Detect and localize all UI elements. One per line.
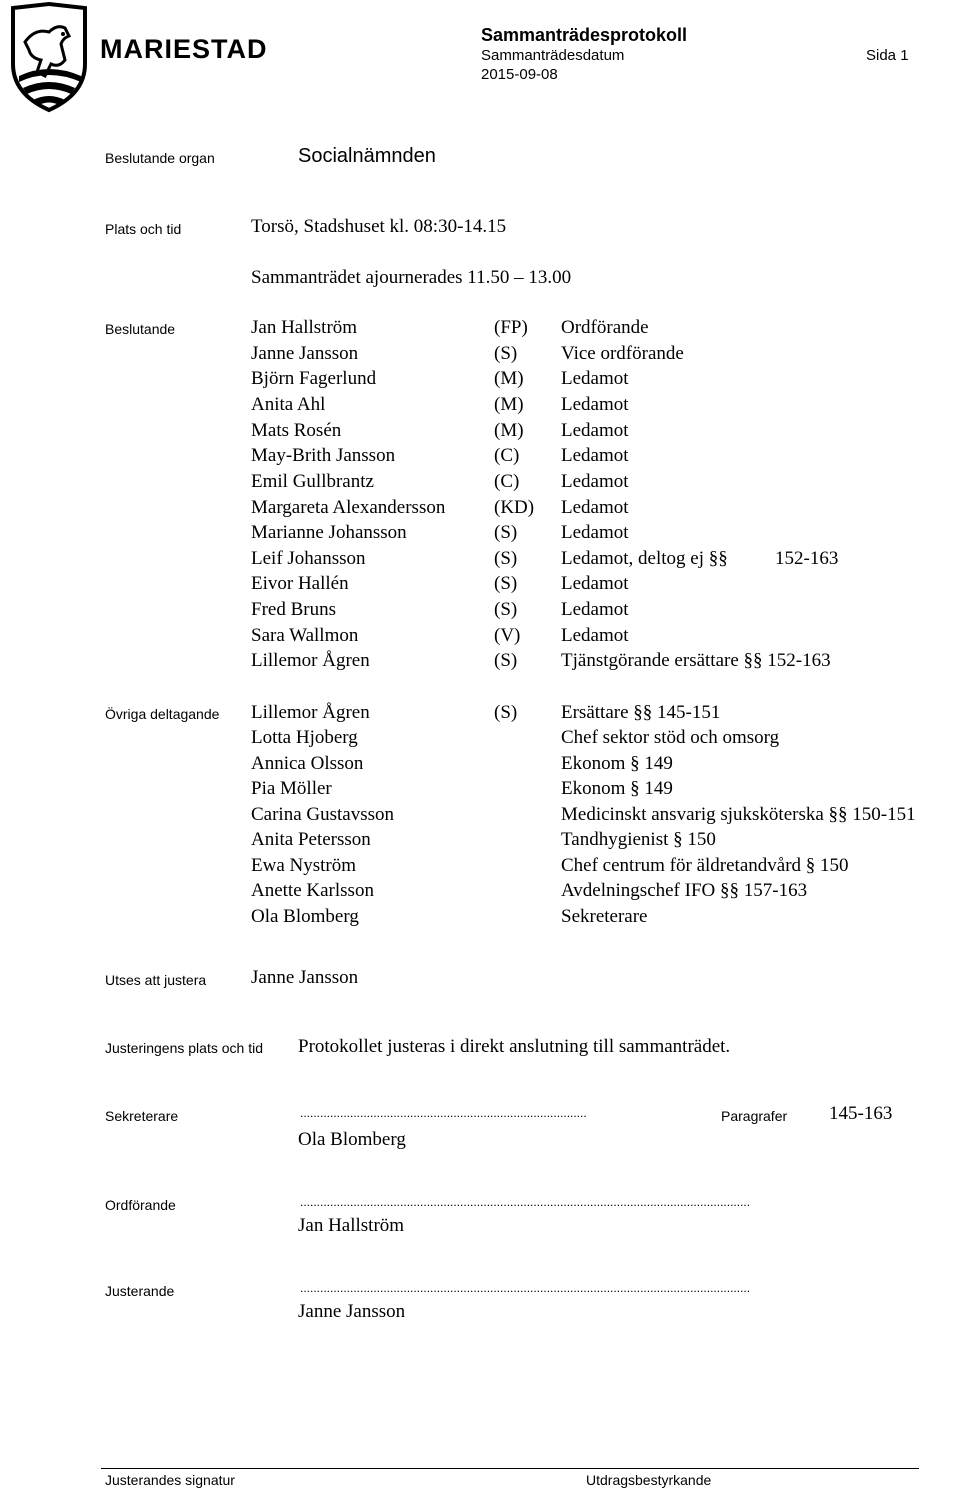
member-role: Ordförande <box>561 317 649 338</box>
member-party: (S) <box>494 343 518 364</box>
member-party: (M) <box>494 368 524 389</box>
member-row <box>0 625 960 650</box>
page-number: Sida 1 <box>866 47 909 64</box>
member-party: (S) <box>494 599 518 620</box>
member-name: Fred Bruns <box>251 599 336 620</box>
participant-role: Chef centrum för äldretandvård § 150 <box>561 855 849 876</box>
member-name: Eivor Hallén <box>251 573 349 594</box>
participant-row <box>0 702 960 727</box>
member-name: Margareta Alexandersson <box>251 497 446 518</box>
place-value: Torsö, Stadshuset kl. 08:30-14.15 <box>251 216 507 237</box>
member-name: Janne Jansson <box>251 343 359 364</box>
member-name: Björn Fagerlund <box>251 368 377 389</box>
member-role: Ledamot <box>561 599 629 620</box>
participant-party: (S) <box>494 702 518 723</box>
adjuster-label: Utses att justera <box>105 972 207 988</box>
member-party: (S) <box>494 548 518 569</box>
other-participants-label: Övriga deltagande <box>105 706 220 722</box>
participant-row <box>0 778 960 803</box>
chair-label: Ordförande <box>105 1197 176 1213</box>
member-party: (V) <box>494 625 521 646</box>
member-row <box>0 548 960 573</box>
place-label: Plats och tid <box>105 221 182 237</box>
footer-certification: Utdragsbestyrkande <box>586 1472 712 1488</box>
mariestad-crest-logo <box>5 2 93 119</box>
member-name: May-Brith Jansson <box>251 445 396 466</box>
secretary-label: Sekreterare <box>105 1108 179 1124</box>
chair-name: Jan Hallström <box>298 1215 405 1236</box>
participant-role: Medicinskt ansvarig sjuksköterska §§ 150-151 <box>561 804 916 825</box>
participant-role: Ekonom § 149 <box>561 778 673 799</box>
secretary-signature-line: ...................................................................................... <box>300 1106 587 1120</box>
member-party: (KD) <box>494 497 535 518</box>
adjust-place-value: Protokollet justeras i direkt anslutning till sammanträdet. <box>298 1036 731 1057</box>
paragraphs-value: 145-163 <box>829 1103 893 1124</box>
member-role: Ledamot <box>561 420 629 441</box>
member-row <box>0 471 960 496</box>
participant-row <box>0 880 960 905</box>
participant-row <box>0 906 960 931</box>
adjuster-signature-label: Justerande <box>105 1283 175 1299</box>
participant-role: Ekonom § 149 <box>561 753 673 774</box>
member-role: Ledamot <box>561 471 629 492</box>
member-party: (C) <box>494 471 520 492</box>
member-name: Lillemor Ågren <box>251 650 370 671</box>
member-name: Leif Johansson <box>251 548 366 569</box>
participant-name: Annica Olsson <box>251 753 364 774</box>
member-role: Tjänstgörande ersättare §§ 152-163 <box>561 650 831 671</box>
member-name: Mats Rosén <box>251 420 342 441</box>
member-role: Ledamot <box>561 625 629 646</box>
chair-signature-line: ....................................................................................................................................... <box>300 1195 751 1209</box>
member-row <box>0 343 960 368</box>
member-party: (C) <box>494 445 520 466</box>
adjournment-note: Sammanträdet ajournerades 11.50 – 13.00 <box>251 267 572 288</box>
participant-row <box>0 855 960 880</box>
meeting-date: 2015-09-08 <box>481 66 558 83</box>
adjuster-signature-line: ....................................................................................................................................... <box>300 1281 751 1295</box>
member-row <box>0 522 960 547</box>
member-row <box>0 650 960 675</box>
member-party: (M) <box>494 394 524 415</box>
member-name: Sara Wallmon <box>251 625 359 646</box>
member-party: (S) <box>494 573 518 594</box>
member-party: (FP) <box>494 317 528 338</box>
participant-role: Ersättare §§ 145-151 <box>561 702 721 723</box>
member-name: Emil Gullbrantz <box>251 471 374 492</box>
participant-role: Avdelningschef IFO §§ 157-163 <box>561 880 808 901</box>
member-row <box>0 573 960 598</box>
member-name: Anita Ahl <box>251 394 326 415</box>
logo-wordmark: MARIESTAD <box>100 34 268 64</box>
member-party: (S) <box>494 522 518 543</box>
member-paragraph-ref: 152-163 <box>775 548 839 569</box>
secretary-name: Ola Blomberg <box>298 1129 406 1150</box>
member-name: Marianne Johansson <box>251 522 407 543</box>
member-row <box>0 420 960 445</box>
member-role: Vice ordförande <box>561 343 684 364</box>
adjust-place-label: Justeringens plats och tid <box>105 1040 263 1056</box>
member-role: Ledamot <box>561 573 629 594</box>
member-row <box>0 317 960 342</box>
member-role: Ledamot <box>561 497 629 518</box>
member-row <box>0 445 960 470</box>
participant-name: Anette Karlsson <box>251 880 374 901</box>
member-role: Ledamot, deltog ej §§ <box>561 548 728 569</box>
decision-makers-label: Beslutande <box>105 321 176 337</box>
participant-row <box>0 829 960 854</box>
footer-divider <box>101 1468 919 1469</box>
member-row <box>0 368 960 393</box>
member-role: Ledamot <box>561 522 629 543</box>
participant-role: Chef sektor stöd och omsorg <box>561 727 780 748</box>
organ-value: Socialnämnden <box>298 145 436 167</box>
meeting-date-label: Sammanträdesdatum <box>481 47 625 64</box>
participant-role: Tandhygienist § 150 <box>561 829 716 850</box>
member-party: (M) <box>494 420 524 441</box>
participant-row <box>0 727 960 752</box>
participant-role: Sekreterare <box>561 906 648 927</box>
document-title: Sammanträdesprotokoll <box>481 25 688 45</box>
adjuster-name: Janne Jansson <box>298 1301 406 1322</box>
participant-name: Carina Gustavsson <box>251 804 395 825</box>
participant-name: Pia Möller <box>251 778 332 799</box>
paragraphs-label: Paragrafer <box>721 1108 788 1124</box>
member-party: (S) <box>494 650 518 671</box>
organ-label: Beslutande organ <box>105 150 215 166</box>
participant-name: Lotta Hjoberg <box>251 727 358 748</box>
member-role: Ledamot <box>561 368 629 389</box>
participant-name: Anita Petersson <box>251 829 371 850</box>
participant-name: Ola Blomberg <box>251 906 359 927</box>
participant-name: Lillemor Ågren <box>251 702 370 723</box>
participant-row <box>0 804 960 829</box>
member-row <box>0 394 960 419</box>
member-name: Jan Hallström <box>251 317 358 338</box>
member-row <box>0 599 960 624</box>
member-role: Ledamot <box>561 394 629 415</box>
participant-row <box>0 753 960 778</box>
participant-name: Ewa Nyström <box>251 855 357 876</box>
member-role: Ledamot <box>561 445 629 466</box>
member-row <box>0 497 960 522</box>
footer-adjuster-signature: Justerandes signatur <box>105 1472 235 1488</box>
adjuster-value: Janne Jansson <box>251 967 359 988</box>
